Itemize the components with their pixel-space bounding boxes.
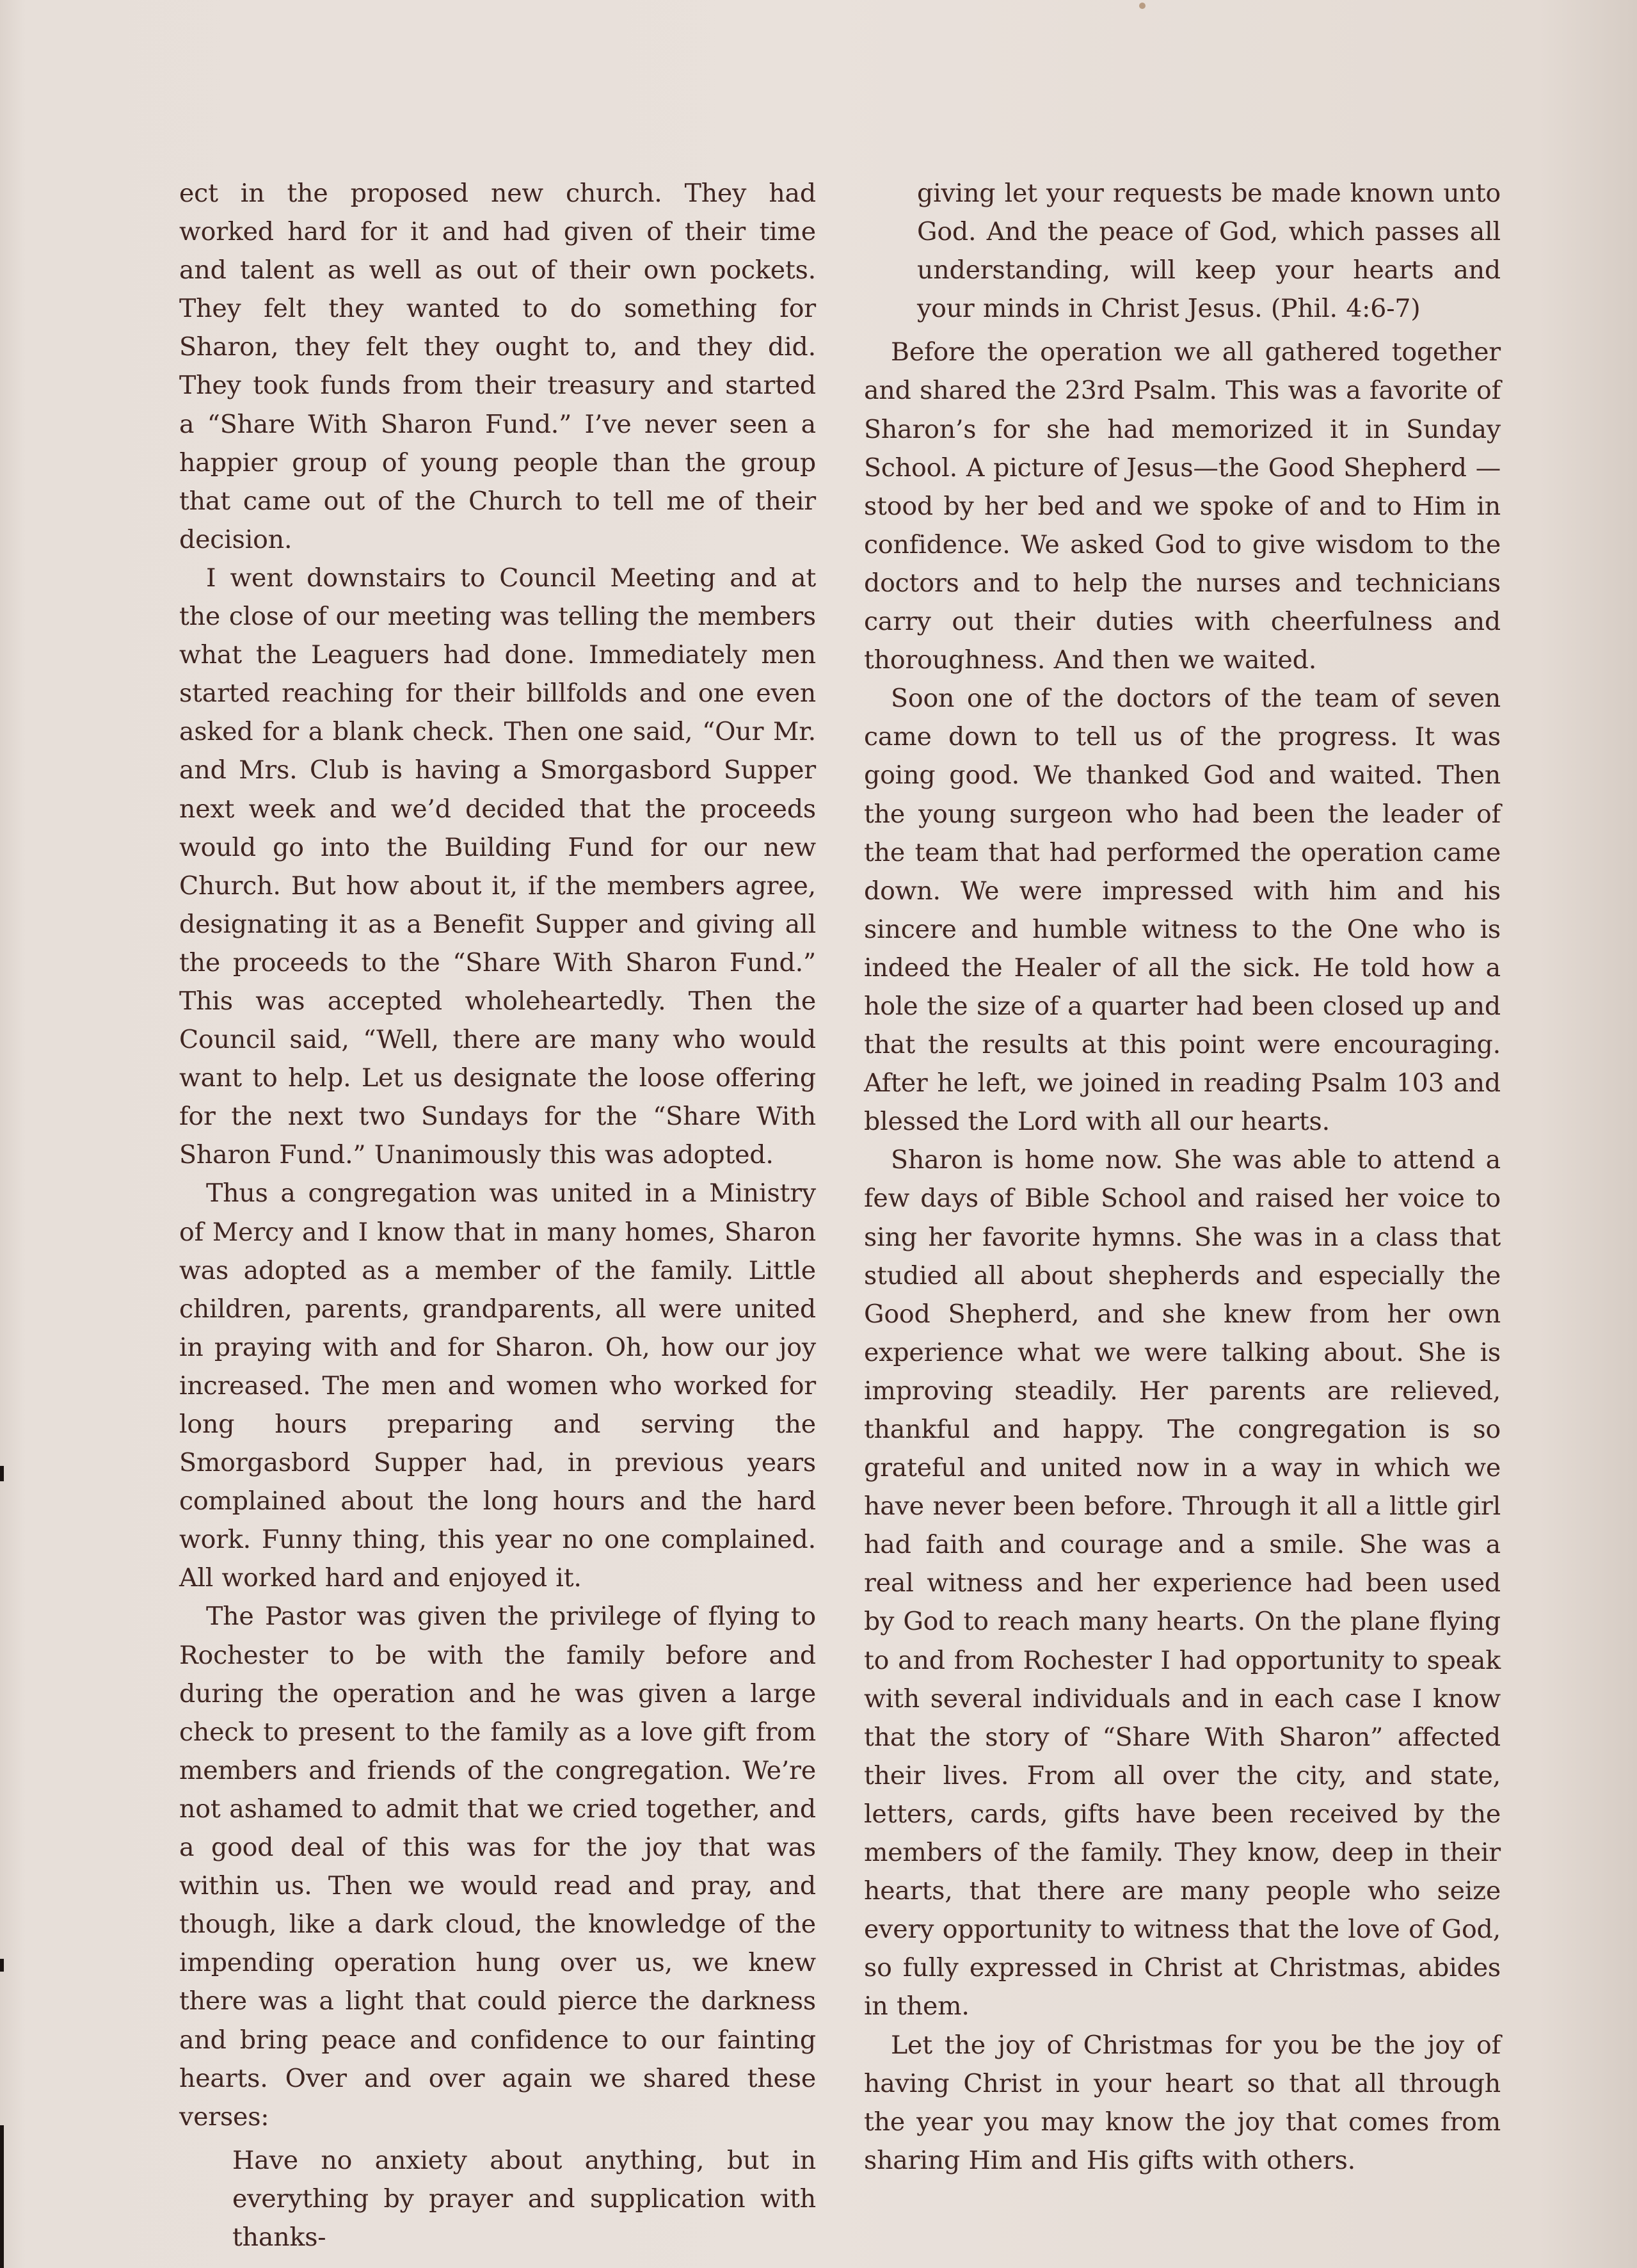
binding-edge-mark [0,1959,4,1972]
right-column [864,174,1501,2180]
scripture-quote-end: giving let your requests be made known unto God. And the peace of God, which passes all understanding, will keep your hearts and your minds in Christ Jesus. (Phil. 4:6-7) [917,179,1501,324]
paragraph: Thus a congregation was united in a Ministry of Mercy and I know that in many homes, Sharon was adopted as a member of the family. Little children, parents, grandparents, all were united in praying with and for Sharon. Oh, how our joy increased. The men and women who worked for long hours preparing and serving the Smorgasbord Supper had, in previous years complained about the long hours and the hard work. Funny thing, this year no one complained. All worked hard and enjoyed it. [179,1178,816,1593]
paragraph: Sharon is home now. She was able to attend a few days of Bible School and raised her voice to sing her favorite hymns. She was in a class that studied all about shepherds and especially the Good Shepherd, and she knew from her own experience what we were talking about. She is improving steadily. Her parents are relieved, thankful and happy. The congregation is so grateful and united now in a way in which we have never been before. Through it all a little girl had faith and courage and a smile. She was a real witness and her experience had been used by God to reach many hearts. On the plane flying to and from Rochester I had opportunity to speak with several individuals and in each case I know that the story of “Share With Sharon” affected their lives. From all over the city, and state, letters, cards, gifts have been received by the members of the family. They know, deep in their hearts, that there are many people who seize every opportunity to witness that the love of God, so fully expressed in Christ at Christmas, abides in them. [864,1145,1501,2022]
paragraph: Before the operation we all gathered together and shared the 23rd Psalm. This was a favorite of Sharon’s for she had memorized it in Sunday School. A picture of Jesus—the Good Shepherd —stood by her bed and we spoke of and to Him in confidence. We asked God to give wisdom to the doctors and to help the nurses and technicians carry out their duties with cheerfulness and thoroughness. And then we waited. [864,337,1501,675]
scripture-quote-start: Have no anxiety about anything, but in everything by prayer and supplication with thanks- [232,2145,816,2252]
left-column [179,174,816,2256]
paragraph: Soon one of the doctors of the team of seven came down to tell us of the progress. It was going good. We thanked God and waited. Then the young surgeon who had been the leader of the team that had performed the operation came down. We were impressed with him and his sincere and humble witness to the One who is indeed the Healer of all the sick. He told how a hole the size of a quarter had been closed up and that the results at this point were encouraging. After he left, we joined in reading Psalm 103 and blessed the Lord with all our hearts. [864,684,1501,1137]
print-dot [1139,3,1146,9]
paragraph: Let the joy of Christmas for you be the joy of having Christ in your heart so that all through the year you may know the joy that comes from sharing Him and His gifts with others. [864,2030,1501,2175]
paragraph: ect in the proposed new church. They had worked hard for it and had given of their time and talent as well as out of their own pockets. They felt they wanted to do something for Sharon, they felt they ought to, and they did. They took funds from their treasury and started a “Share With Sharon Fund.” I’ve never seen a happier group of young people than the group that came out of the Church to tell me of their decision. [179,179,816,554]
binding-edge-mark [0,1466,4,1481]
paragraph: I went downstairs to Council Meeting and at the close of our meeting was telling the members what the Leaguers had done. Immediately men started reaching for their billfolds and one even asked for a blank check. Then one said, “Our Mr. and Mrs. Club is having a Smorgasbord Supper next week and we’d decided that the proceeds would go into the Building Fund for our new Church. But how about it, if the members agree, designating it as a Benefit Supper and giving all the proceeds to the “Share With Sharon Fund.” This was accepted wholeheartedly. Then the Council said, “Well, there are many who would want to help. Let us designate the loose offering for the next two Sundays for the “Share With Sharon Fund.” Unanimously this was adopted. [179,563,816,1170]
paragraph: The Pastor was given the privilege of flying to Rochester to be with the family before and during the operation and he was given a large check to present to the family as a love gift from members and friends of the congregation. We’re not ashamed to admit that we cried together, and a good deal of this was for the joy that was within us. Then we would read and pray, and though, like a dark cloud, the knowledge of the impending operation hung over us, we knew there was a light that could pierce the darkness and bring peace and confidence to our fainting hearts. Over and over again we shared these verses: [179,1602,816,2132]
binding-edge-mark [0,2125,4,2268]
